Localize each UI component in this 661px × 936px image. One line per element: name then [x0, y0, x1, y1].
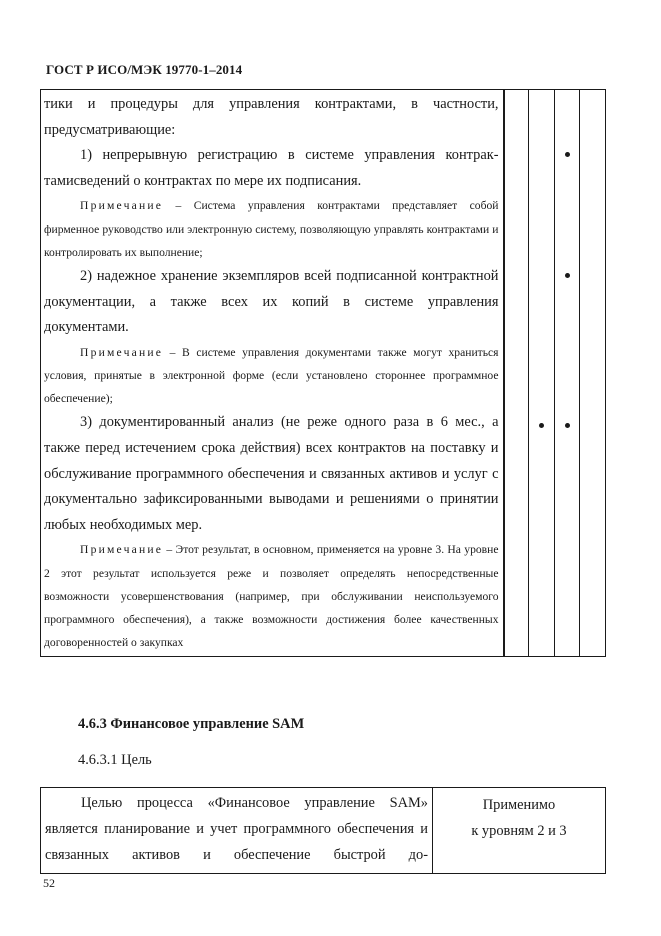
applicability-line-1: Применимо — [482, 797, 556, 813]
section-title: 4.6.3 Финансовое управление SAM — [78, 716, 305, 732]
item-2-level-2-mark — [565, 273, 570, 278]
page-number: 52 — [43, 876, 55, 890]
level-column-1 — [529, 90, 555, 657]
item-1-note-text: – Система управления контрактами представляет собой фирменное руководство или электронную систему, позволяющую управлять контрактами и контролировать их выполнение; — [44, 199, 499, 259]
goal-text-cell — [41, 788, 433, 874]
applicability-cell — [433, 788, 606, 874]
item-3-note — [44, 538, 499, 654]
goal-text: Целью процесса «Финансовое управление SAM» является планирование и учет программного обеспечения и связанных активов и обеспечение быстрой до- — [45, 795, 428, 863]
item-1-note — [44, 194, 499, 264]
item-1-text: 1) непрерывную регистрацию в системе управления контрактамисведений о контрактах по мере их подписания. — [44, 147, 499, 189]
item-3-note-text: – Этот результат, в основном, применяется на уровне 3. На уровне 2 этот результат используется реже и позволяет определять непосредственные возможности усовершенствования (например, при обслуживании неиспользуемого программного обеспечения), а также возможности достижения более качественных договоренностей о закупках — [44, 543, 499, 650]
subsection-title: 4.6.3.1 Цель — [78, 752, 152, 768]
requirements-table — [40, 89, 606, 657]
item-2-note-label: Примечание — [80, 345, 164, 359]
document-header: ГОСТ Р ИСО/МЭК 19770-1–2014 — [46, 62, 243, 77]
item-1-level-2-mark — [565, 152, 570, 157]
spacer-column — [504, 90, 529, 657]
item-3-note-label: Примечание — [80, 543, 164, 557]
item-2-note-text: – В системе управления документами также могут храниться условия, принятые в электронной форме (если установлено стороннее программное обеспечение); — [44, 345, 499, 406]
goal-table — [40, 787, 606, 874]
level-column-3 — [580, 90, 606, 657]
requirements-text-cell — [41, 90, 504, 657]
item-2-text: 2) надежное хранение экземпляров всей подписанной контрактной документации, а также всех их копий в системе управления документами. — [44, 267, 499, 336]
item-3-level-2-mark — [565, 423, 570, 428]
item-3-text: 3) документированный анализ (не реже одного раза в 6 мес., а также перед истечением срока действия) всех контрактов на поставку и обслуживание программного обеспечения и связанных активов и услуг с документально зафиксированными выводами и решениями о принятии любых необходимых мер. — [44, 414, 499, 533]
item-1-note-label: Примечание — [80, 199, 164, 213]
level-column-2 — [555, 90, 580, 657]
item-2-note — [44, 341, 499, 411]
item-3-level-1-mark — [539, 423, 544, 428]
applicability-line-2: к уровням 2 и 3 — [471, 823, 567, 839]
intro-paragraph: тики и процедуры для управления контрактами, в частности, предусматривающие: — [44, 96, 499, 138]
